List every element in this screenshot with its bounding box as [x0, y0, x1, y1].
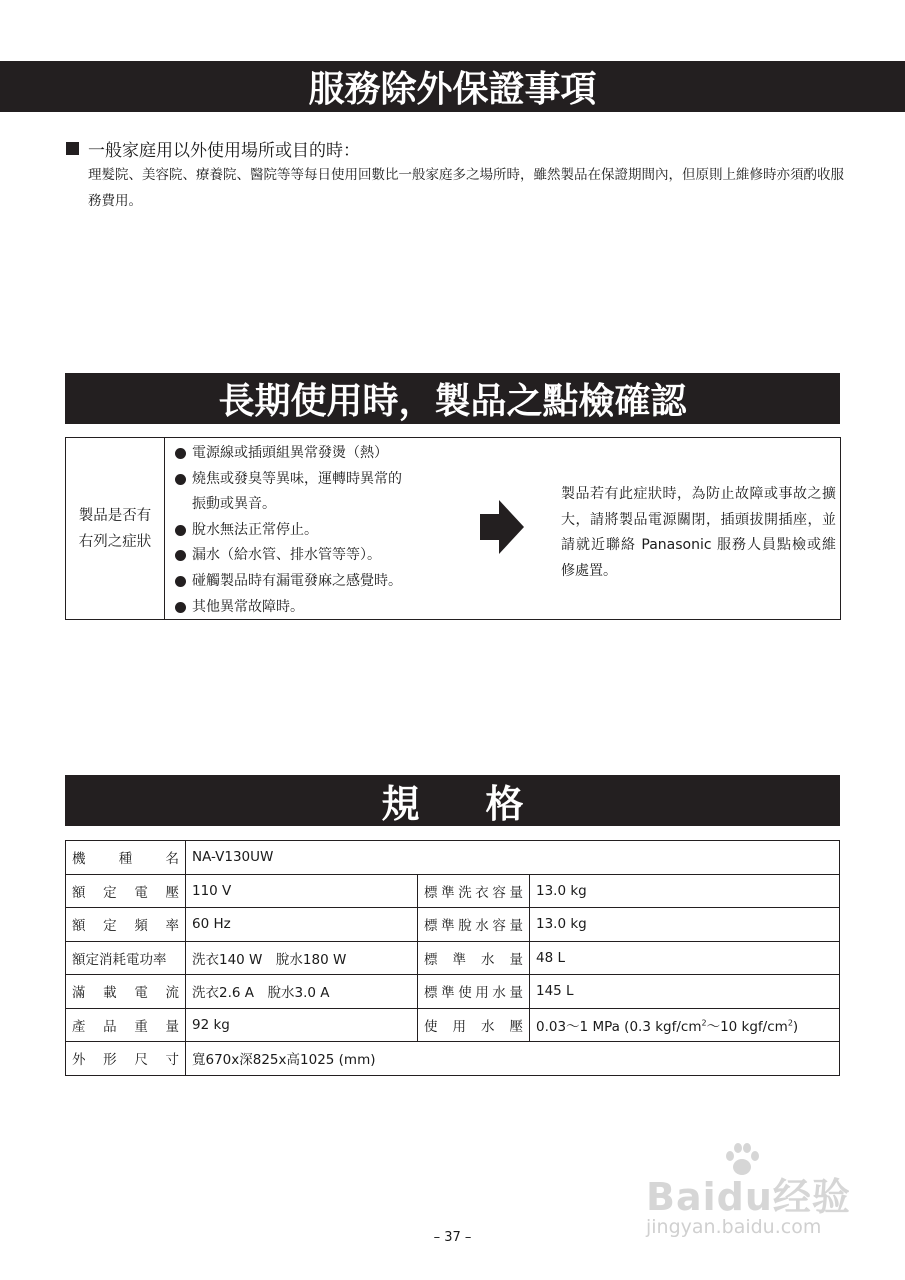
spec-key-wash-capacity: 標 準 洗 衣 容 量: [418, 874, 530, 908]
spec-key-model: 機 種 名: [66, 841, 186, 875]
bullet-icon: [175, 525, 186, 536]
list-item: [175, 467, 402, 493]
spec-value-standard-water: 48 L: [530, 941, 840, 975]
symptom-text: 脫水無法正常停止。: [192, 521, 318, 538]
spec-value-water-pressure: 0.03〜1 MPa (0.3 kgf/$cm^2$〜10 kgf/$cm^2$): [530, 1008, 840, 1042]
exclusion-body-text: 理髮院、美容院、療養院、醫院等等每日使用回數比一般家庭多之場所時，雖然製品在保證期間內，但原則上維修時亦須酌收服務費用。: [88, 167, 844, 209]
list-item: [175, 595, 402, 621]
spec-key-standard-water: 標 準 水 量: [418, 941, 530, 975]
symptom-text: 振動或異音。: [192, 496, 276, 513]
spec-value-product-weight: 92 kg: [186, 1008, 418, 1042]
spec-value-rated-frequency: 60 Hz: [186, 908, 418, 942]
spec-value-wash-capacity: 13.0 kg: [530, 874, 840, 908]
specifications-title-banner: [65, 775, 840, 826]
spec-value-dimensions: 寬670x深825x高1025 (mm): [186, 1042, 840, 1076]
watermark: [640, 1140, 860, 1250]
symptom-text: 漏水（給水管、排水管等等）。: [192, 547, 381, 564]
recommended-action-text: 製品若有此症狀時，為防止故障或事故之擴大，請將製品電源關閉，插頭拔開插座，並請就近聯絡 Panasonic 服務人員點檢或維修處置。: [561, 486, 836, 579]
long-term-use-title-banner: [65, 373, 840, 424]
symptom-text: 碰觸製品時有漏電發麻之感覺時。: [192, 572, 402, 589]
right-arrow-icon: [480, 500, 524, 554]
bullet-icon: [175, 602, 186, 613]
list-item: [175, 518, 402, 544]
spec-value-full-load-current: 洗衣2.6 A 脫水3.0 A: [186, 975, 418, 1009]
bullet-icon: [175, 576, 186, 587]
symptom-question-line-2: 右列之症狀: [78, 533, 152, 550]
bullet-icon: [175, 550, 186, 561]
spec-key-rated-voltage: 額 定 電 壓: [66, 874, 186, 908]
long-term-use-title: 長期使用時，製品之點檢確認: [218, 381, 687, 422]
specifications-table: [65, 840, 840, 1076]
spec-key-spin-capacity: 標 準 脫 水 容 量: [418, 908, 530, 942]
list-item: [175, 441, 402, 467]
bullet-icon: [175, 448, 186, 459]
spec-key-rated-power: 額定消耗電功率: [66, 941, 186, 975]
exclusion-heading: [66, 136, 360, 161]
table-row: [66, 1008, 840, 1042]
symptom-question-label: [66, 438, 165, 619]
service-exclusion-title-banner: [0, 61, 905, 112]
spec-key-standard-water-usage: 標 準 使 用 水 量: [418, 975, 530, 1009]
spec-key-rated-frequency: 額 定 頻 率: [66, 908, 186, 942]
watermark-url: jingyan.baidu.com: [646, 1216, 822, 1238]
spec-key-dimensions: 外 形 尺 寸: [66, 1042, 186, 1076]
list-item-continuation: [175, 492, 402, 518]
symptom-check-box: [65, 437, 841, 620]
table-row: [66, 841, 840, 875]
service-exclusion-title: 服務除外保證事項: [308, 69, 597, 110]
symptom-text: 其他異常故障時。: [192, 598, 304, 615]
spec-value-standard-water-usage: 145 L: [530, 975, 840, 1009]
watermark-logo: Baidu经验: [646, 1175, 851, 1219]
spec-value-rated-voltage: 110 V: [186, 874, 418, 908]
spec-value-rated-power: 洗衣140 W 脫水180 W: [186, 941, 418, 975]
table-row: [66, 975, 840, 1009]
page-number: – 37 –: [433, 1230, 472, 1245]
symptom-list: [175, 441, 402, 620]
exclusion-heading-text: 一般家庭用以外使用場所或目的時：: [88, 141, 360, 161]
table-row: [66, 941, 840, 975]
spec-key-full-load-current: 滿 載 電 流: [66, 975, 186, 1009]
list-item: [175, 543, 402, 569]
symptom-question-line-1: 製品是否有: [78, 507, 152, 524]
spec-key-water-pressure: 使 用 水 壓: [418, 1008, 530, 1042]
symptom-text: 電源線或插頭組異常發燙（熱）: [192, 445, 388, 461]
spec-value-spin-capacity: 13.0 kg: [530, 908, 840, 942]
spec-key-product-weight: 產 品 重 量: [66, 1008, 186, 1042]
table-row: [66, 874, 840, 908]
specifications-title: 規格: [381, 782, 590, 826]
table-row: [66, 1042, 840, 1076]
table-row: [66, 908, 840, 942]
square-bullet-icon: [66, 142, 79, 155]
spec-value-model: NA-V130UW: [186, 841, 840, 875]
symptom-text: 燒焦或發臭等異味，運轉時異常的: [192, 470, 402, 487]
list-item: [175, 569, 402, 595]
bullet-icon: [175, 474, 186, 485]
